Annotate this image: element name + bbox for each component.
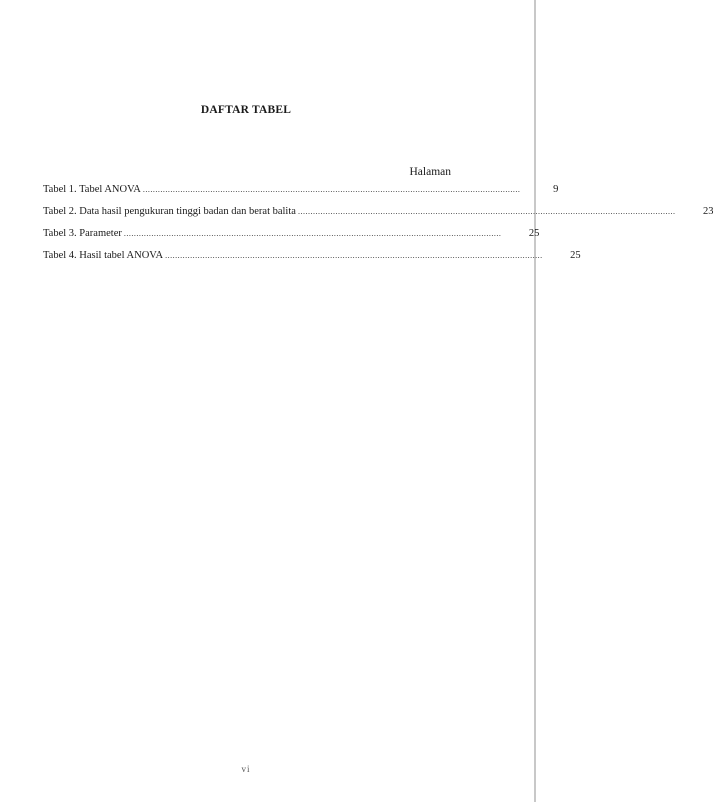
page-column-label: Halaman (409, 166, 451, 178)
table-of-tables (43, 184, 713, 272)
toc-entry-page: 9 (553, 184, 559, 195)
toc-entry-label: Tabel 4. Hasil tabel ANOVA (43, 250, 164, 261)
page-title: DAFTAR TABEL (200, 104, 292, 116)
page-edge (534, 0, 536, 802)
toc-entry-page: 25 (528, 228, 540, 239)
toc-entry-label: Tabel 2. Data hasil pengukuran tinggi badan dan berat balita (43, 206, 296, 217)
dot-leader: ....................................................................................................................................................... (297, 207, 676, 216)
toc-entry (43, 228, 540, 250)
dot-leader: ....................................................................................................................................................... (123, 229, 502, 238)
toc-entry-page: 25 (570, 250, 581, 261)
toc-entry (43, 250, 581, 272)
toc-entry-page: 23 (702, 206, 713, 217)
dot-leader: ....................................................................................................................................................... (142, 185, 521, 194)
toc-entry (43, 206, 713, 228)
footer-page-number: vi (241, 764, 251, 774)
dot-leader: ....................................................................................................................................................... (165, 251, 543, 260)
toc-entry (43, 184, 559, 206)
toc-entry-label: Tabel 3. Parameter (43, 228, 122, 239)
toc-entry-label: Tabel 1. Tabel ANOVA (43, 184, 141, 195)
